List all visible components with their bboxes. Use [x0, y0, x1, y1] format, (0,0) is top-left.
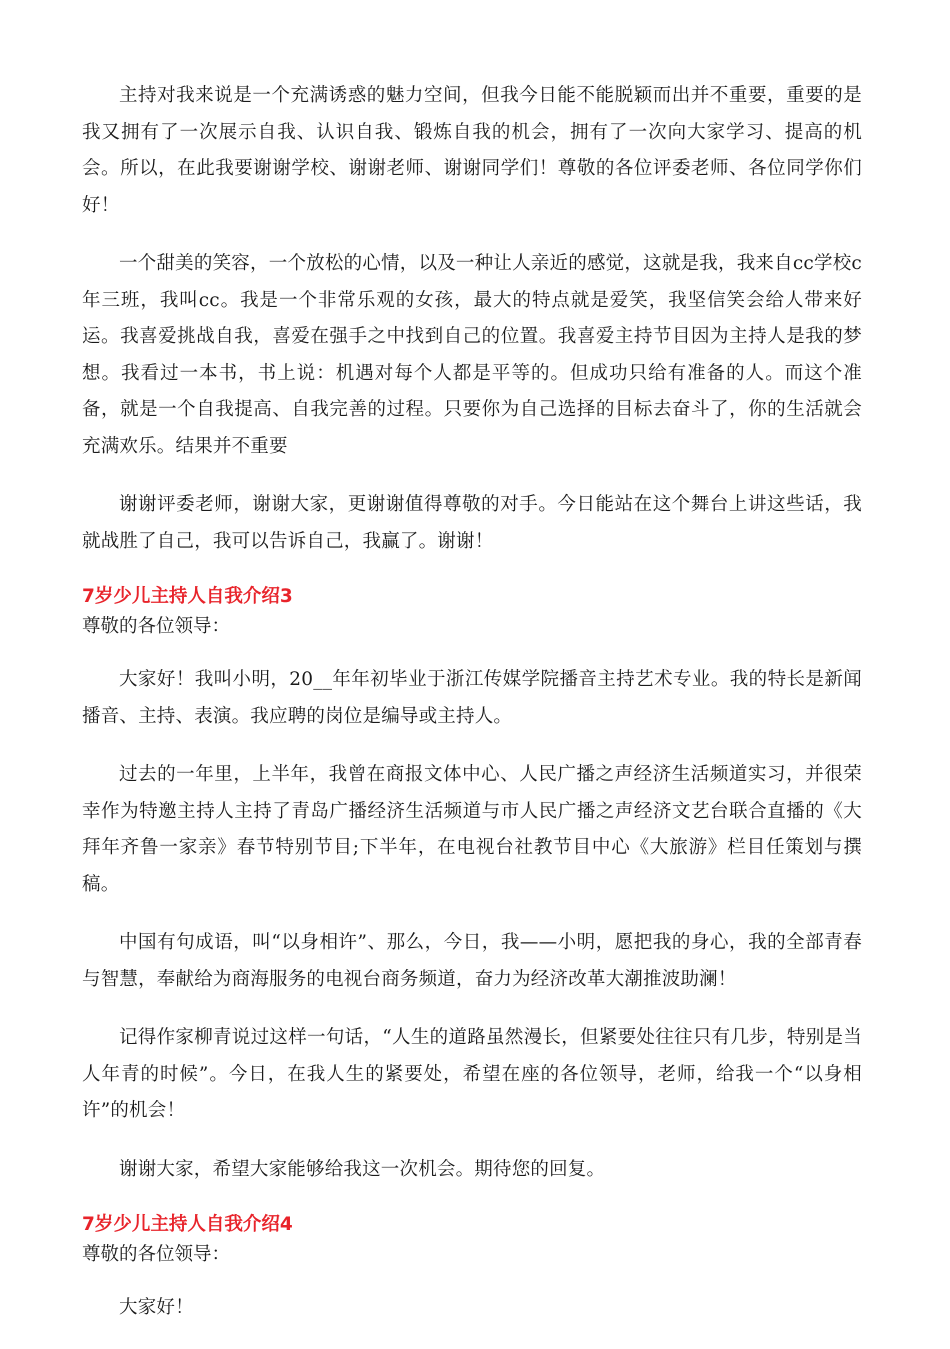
section-3-paragraph-1: 大家好！我叫小明，20__年年初毕业于浙江传媒学院播音主持艺术专业。我的特长是新闻播音、主持、表演。我应聘的岗位是编导或主持人。	[82, 669, 862, 727]
section-4-heading: 7岁少儿主持人自我介绍4	[82, 1214, 293, 1235]
section-3-salutation: 尊敬的各位领导：	[82, 616, 231, 637]
section-3-paragraph-2: 过去的一年里，上半年，我曾在商报文体中心、人民广播之声经济生活频道实习，并很荣幸作为特邀主持人主持了青岛广播经济生活频道与市人民广播之声经济文艺台联合直播的《大拜年齐鲁一家亲》春节特别节目;下半年，在电视台社教节目中心《大旅游》栏目任策划与撰稿。	[82, 764, 862, 895]
section-3-paragraph-4: 记得作家柳青说过这样一句话，“人生的道路虽然漫长，但紧要处往往只有几步，特别是当人年青的时候”。今日，在我人生的紧要处，希望在座的各位领导，老师，给我一个“以身相许”的机会！	[82, 1027, 862, 1121]
document-page	[82, 78, 862, 1349]
section-3-paragraph-5: 谢谢大家，希望大家能够给我这一次机会。期待您的回复。	[119, 1158, 606, 1180]
section-4-paragraph-1: 大家好！	[119, 1297, 194, 1318]
section-3	[82, 582, 862, 1188]
section-3-paragraph-3: 中国有句成语，叫“以身相许”、那么，今日，我——小明，愿把我的身心，我的全部青春与智慧，奉献给为商海服务的电视台商务频道，奋力为经济改革大潮推波助澜！	[82, 932, 862, 990]
intro-paragraph-3: 谢谢评委老师，谢谢大家，更谢谢值得尊敬的对手。今日能站在这个舞台上讲这些话，我就战胜了自己，我可以告诉自己，我赢了。谢谢！	[82, 494, 862, 552]
intro-paragraph-1: 主持对我来说是一个充满诱惑的魅力空间，但我今日能不能脱颖而出并不重要，重要的是我又拥有了一次展示自我、认识自我、锻炼自我的机会，拥有了一次向大家学习、提高的机会。所以，在此我要谢谢学校、谢谢老师、谢谢同学们！尊敬的各位评委老师、各位同学你们好！	[82, 85, 862, 216]
section-3-heading: 7岁少儿主持人自我介绍3	[82, 586, 293, 607]
intro-paragraph-2: 一个甜美的笑容，一个放松的心情，以及一种让人亲近的感觉，这就是我，我来自cc学校c年三班，我叫cc。我是一个非常乐观的女孩，最大的特点就是爱笑，我坚信笑会给人带来好运。我喜爱挑战自我，喜爱在强手之中找到自己的位置。我喜爱主持节目因为主持人是我的梦想。我看过一本书，书上说：机遇对每个人都是平等的。但成功只给有准备的人。而这个准备，就是一个自我提高、自我完善的过程。只要你为自己选择的目标去奋斗了，你的生活就会充满欢乐。结果并不重要	[82, 253, 862, 457]
section-4	[82, 1210, 862, 1327]
section-4-salutation: 尊敬的各位领导：	[82, 1244, 231, 1265]
